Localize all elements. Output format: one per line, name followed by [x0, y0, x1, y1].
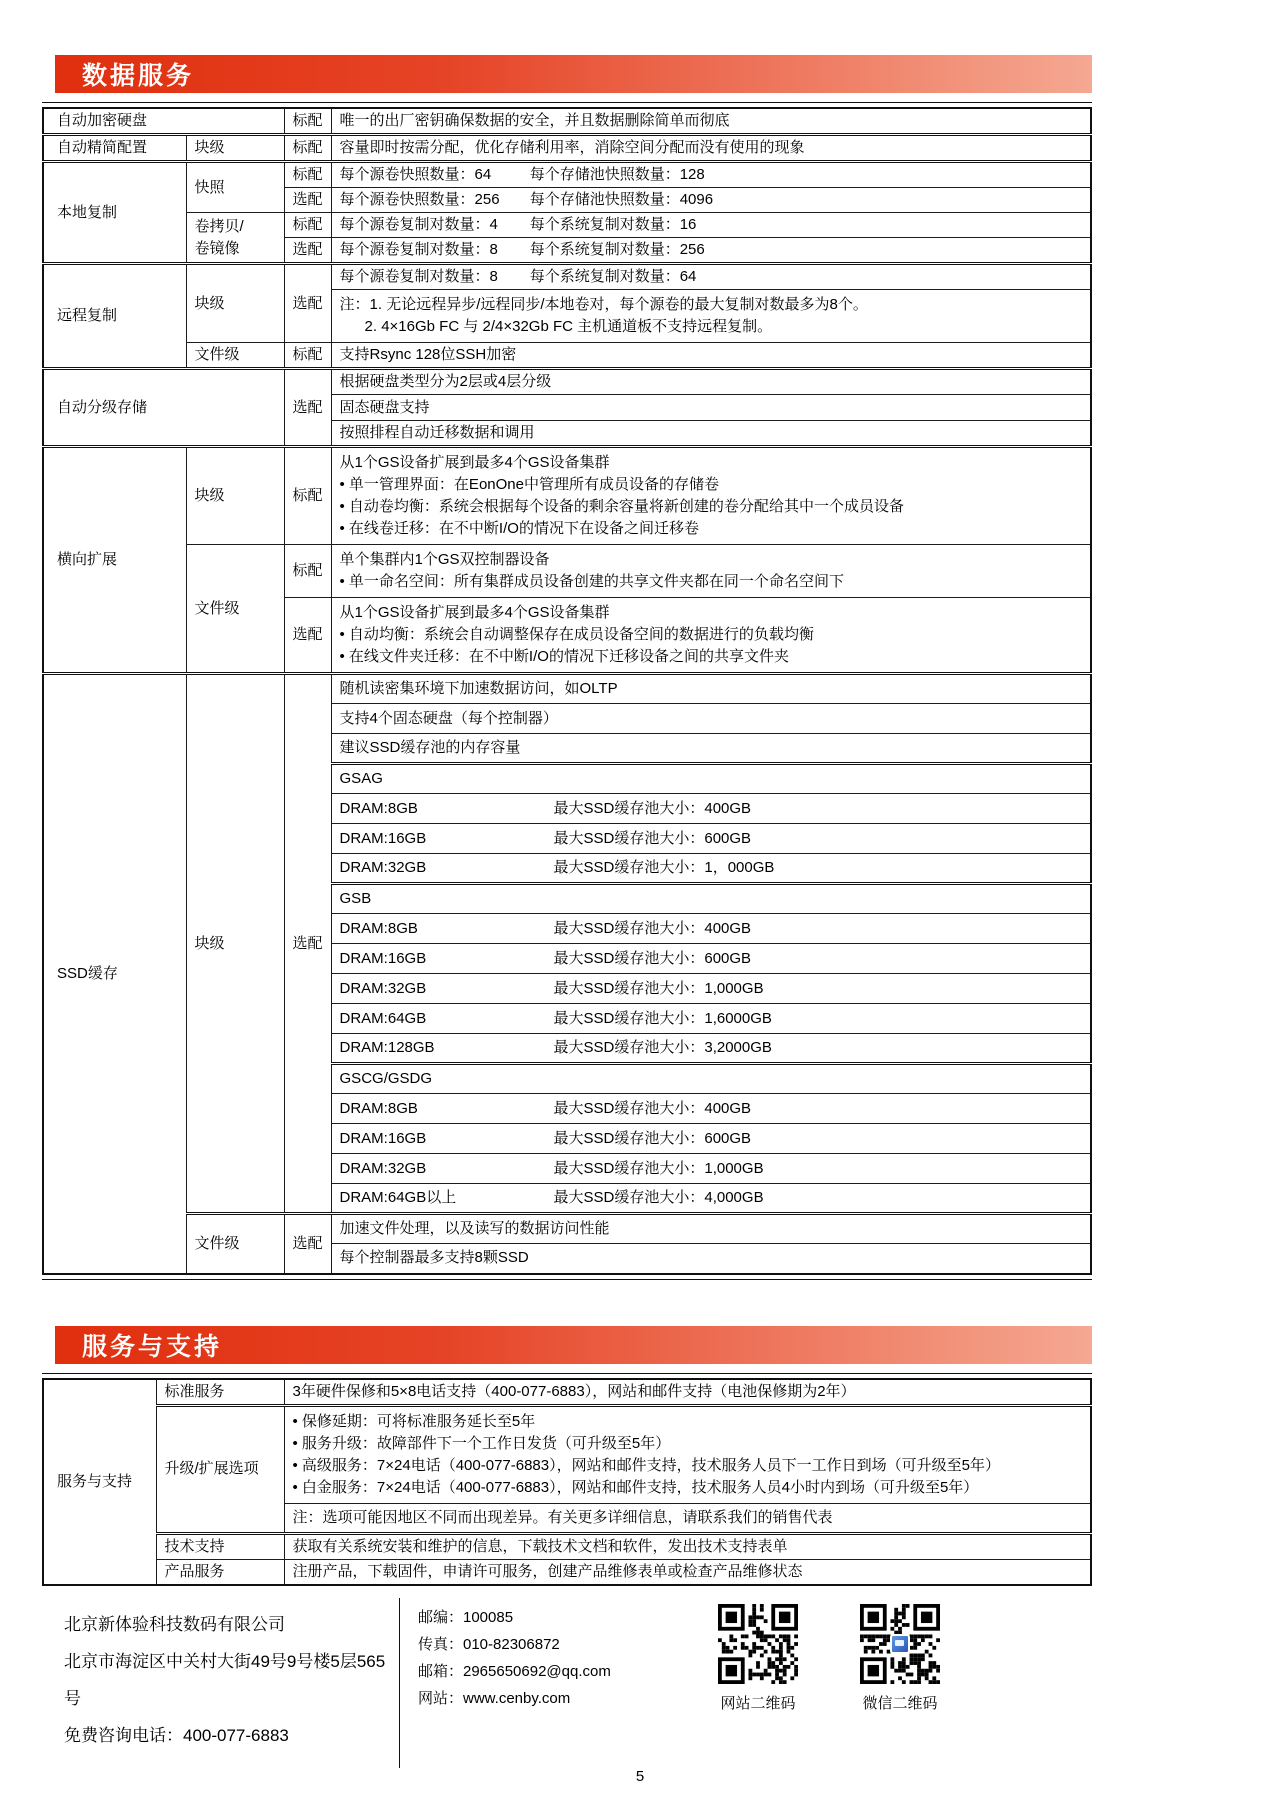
desc-line: • 在线文件夹迁移：在不中断I/O的情况下迁移设备之间的共享文件夹 — [339, 648, 789, 665]
config-tag: 标配 — [284, 162, 331, 188]
company-address: 北京市海淀区中关村大街49号9号楼5层565号 — [64, 1652, 386, 1708]
cache-size: 最大SSD缓存池大小：1,000GB — [553, 1159, 764, 1177]
spec-value: 每个系统复制对数量：256 — [529, 241, 705, 258]
level-cell: 块级 — [186, 135, 284, 162]
spec-desc: 加速文件处理，以及读写的数据访问性能 — [331, 1214, 1091, 1244]
dram-row — [331, 914, 1091, 944]
desc-line: • 自动卷均衡：系统会根据每个设备的剩余容量将新创建的卷分配给其中一个成员设备 — [339, 498, 904, 515]
dram-row — [331, 944, 1091, 974]
note-line: 注：1. 无论远程异步/远程同步/本地卷对，每个源卷的最大复制对数最多为8个。 — [339, 296, 868, 313]
desc-line: 从1个GS设备扩展到最多4个GS设备集群 — [339, 454, 610, 471]
dram-row — [331, 1184, 1091, 1214]
category-cell: 自动精简配置 — [43, 135, 186, 162]
spec-desc — [331, 264, 1091, 290]
spec-value: 每个存储池快照数量：4096 — [529, 191, 714, 208]
dram-row — [331, 1154, 1091, 1184]
category-cell: 横向扩展 — [43, 447, 186, 674]
contact-info — [400, 1598, 660, 1712]
cache-size: 最大SSD缓存池大小：1，000GB — [553, 859, 775, 876]
service-desc: 3年硬件保修和5×8电话支持（400-077-6883），网站和邮件支持（电池保修期为2年） — [284, 1379, 1091, 1406]
spec-desc — [331, 162, 1091, 188]
model-group-header: GSAG — [331, 764, 1091, 794]
dram-row — [331, 1124, 1091, 1154]
note-line: 2. 4×16Gb FC 与 2/4×32Gb FC 主机通道板不支持远程复制。 — [364, 318, 773, 335]
level-cell: 文件级 — [186, 1214, 284, 1274]
cache-size: 最大SSD缓存池大小：3,2000GB — [553, 1039, 772, 1056]
service-desc: 获取有关系统安装和维护的信息，下载技术文档和软件，发出技术支持表单 — [284, 1533, 1091, 1559]
data-services-table — [42, 107, 1092, 1275]
spec-value: 每个源卷复制对数量：4 — [339, 216, 498, 233]
model-group-header: GSCG/GSDG — [331, 1064, 1091, 1094]
fax-number: 传真：010-82306872 — [418, 1636, 560, 1653]
cache-size: 最大SSD缓存池大小：400GB — [553, 919, 752, 937]
desc-line: • 高级服务：7×24电话（400-077-6883），网站和邮件支持，技术服务人员下一工作日到场（可升级至5年） — [292, 1456, 1000, 1474]
dram-row — [331, 1094, 1091, 1124]
desc-line: • 白金服务：7×24电话（400-077-6883），网站和邮件支持，技术服务人员4小时内到场（可升级至5年） — [292, 1478, 979, 1496]
dram-size: DRAM:64GB以上 — [339, 1189, 457, 1206]
dram-size: DRAM:32GB — [339, 859, 427, 876]
service-label: 产品服务 — [156, 1559, 284, 1585]
level-cell — [186, 213, 284, 264]
config-tag: 选配 — [284, 264, 331, 343]
section-gap — [42, 1280, 1092, 1326]
dram-size: DRAM:32GB — [339, 979, 427, 997]
spec-desc: 每个控制器最多支持8颗SSD — [331, 1244, 1091, 1274]
dram-row — [331, 1004, 1091, 1034]
dram-size: DRAM:8GB — [339, 919, 418, 937]
data-services-banner-title: 数据服务 — [82, 62, 195, 90]
divider — [42, 102, 1092, 105]
spec-desc: 建议SSD缓存池的内存容量 — [331, 734, 1091, 764]
model-group-header: GSB — [331, 884, 1091, 914]
wechat-qr-caption: 微信二维码 — [862, 1695, 938, 1712]
service-support-table — [42, 1378, 1092, 1587]
website-qr-code — [718, 1604, 798, 1684]
cache-size: 最大SSD缓存池大小：4,000GB — [553, 1189, 764, 1206]
website-qr-caption: 网站二维码 — [720, 1695, 796, 1712]
cache-size: 最大SSD缓存池大小：1,6000GB — [553, 1009, 772, 1027]
desc-line: • 自动均衡：系统会自动调整保存在成员设备空间的数据进行的负载均衡 — [339, 626, 814, 643]
cache-size: 最大SSD缓存池大小：400GB — [553, 1099, 752, 1117]
cache-size: 最大SSD缓存池大小：600GB — [553, 829, 752, 847]
spec-value: 每个源卷复制对数量：8 — [339, 268, 498, 285]
email-address: 邮箱：2965650692@qq.com — [418, 1663, 611, 1680]
service-label: 升级/扩展选项 — [156, 1405, 284, 1533]
config-tag: 标配 — [284, 213, 331, 238]
page-content — [42, 55, 1092, 1768]
spec-desc — [331, 213, 1091, 238]
spec-desc — [331, 238, 1091, 264]
desc-line: • 保修延期：可将标准服务延长至5年 — [292, 1412, 536, 1430]
config-tag: 选配 — [284, 369, 331, 447]
spec-desc: 按照排程自动迁移数据和调用 — [331, 421, 1091, 447]
spec-note — [331, 290, 1091, 343]
divider — [42, 1373, 1092, 1376]
service-support-banner — [55, 1326, 1092, 1364]
website-qr-figure — [698, 1604, 818, 1713]
spec-value: 每个源卷快照数量：256 — [339, 191, 500, 208]
footer — [42, 1598, 1092, 1768]
spec-value: 每个系统复制对数量：16 — [529, 216, 697, 233]
config-tag: 选配 — [284, 1214, 331, 1274]
config-tag: 标配 — [284, 545, 331, 598]
spec-value: 每个源卷快照数量：64 — [339, 166, 492, 183]
spec-desc — [331, 188, 1091, 213]
category-cell: 自动分级存储 — [43, 369, 284, 447]
level-cell: 快照 — [186, 162, 284, 213]
category-cell: 服务与支持 — [43, 1379, 156, 1586]
spec-desc: 唯一的出厂密钥确保数据的安全，并且数据删除简单而彻底 — [331, 108, 1091, 135]
desc-line: • 单一管理界面：在EonOne中管理所有成员设备的存储卷 — [339, 476, 719, 493]
level-cell: 块级 — [186, 264, 284, 343]
cache-size: 最大SSD缓存池大小：1,000GB — [553, 979, 764, 997]
wechat-logo-icon — [890, 1634, 910, 1654]
spec-value: 每个系统复制对数量：64 — [529, 268, 697, 285]
cache-size: 最大SSD缓存池大小：400GB — [553, 799, 752, 817]
service-desc: 注册产品，下载固件，申请许可服务，创建产品维修表单或检查产品维修状态 — [284, 1559, 1091, 1585]
config-tag: 选配 — [284, 598, 331, 674]
config-tag: 选配 — [284, 674, 331, 1214]
spec-desc — [331, 545, 1091, 598]
spec-value: 每个存储池快照数量：128 — [529, 166, 705, 183]
spec-value: 每个源卷复制对数量：8 — [339, 241, 498, 258]
dram-size: DRAM:16GB — [339, 949, 427, 967]
postal-code: 邮编：100085 — [418, 1609, 514, 1626]
spec-desc: 支持4个固态硬盘（每个控制器） — [331, 704, 1091, 734]
level-cell: 文件级 — [186, 343, 284, 369]
desc-line: • 在线卷迁移：在不中断I/O的情况下在设备之间迁移卷 — [339, 520, 699, 537]
dram-row — [331, 974, 1091, 1004]
dram-size: DRAM:64GB — [339, 1009, 427, 1027]
desc-line: • 服务升级：故障部件下一个工作日发货（可升级至5年） — [292, 1434, 671, 1452]
config-tag: 标配 — [284, 135, 331, 162]
service-label: 技术支持 — [156, 1533, 284, 1559]
data-services-banner — [55, 55, 1092, 93]
dram-size: DRAM:16GB — [339, 829, 427, 847]
website-url: 网站：www.cenby.com — [418, 1690, 571, 1707]
cache-size: 最大SSD缓存池大小：600GB — [553, 949, 752, 967]
dram-row — [331, 1034, 1091, 1064]
category-cell: 本地复制 — [43, 162, 186, 264]
spec-desc — [331, 598, 1091, 674]
level-cell: 块级 — [186, 674, 284, 1214]
config-tag: 标配 — [284, 108, 331, 135]
spec-desc: 容量即时按需分配，优化存储利用率，消除空间分配而没有使用的现象 — [331, 135, 1091, 162]
config-tag: 选配 — [284, 188, 331, 213]
company-info — [42, 1598, 400, 1768]
qr-codes — [698, 1598, 982, 1713]
config-tag: 标配 — [284, 447, 331, 545]
level-cell: 文件级 — [186, 545, 284, 674]
service-support-banner-title: 服务与支持 — [82, 1332, 223, 1361]
dram-size: DRAM:16GB — [339, 1129, 427, 1147]
spec-desc: 支持Rsync 128位SSH加密 — [331, 343, 1091, 369]
service-desc — [284, 1405, 1091, 1503]
level-line: 卷拷贝/ — [194, 217, 244, 235]
dram-row — [331, 824, 1091, 854]
category-cell: 自动加密硬盘 — [43, 108, 284, 135]
spec-desc: 随机读密集环境下加速数据访问，如OLTP — [331, 674, 1091, 704]
desc-line: 单个集群内1个GS双控制器设备 — [339, 551, 550, 568]
dram-row — [331, 794, 1091, 824]
company-phone: 免费咨询电话：400-077-6883 — [64, 1726, 289, 1745]
spec-desc: 根据硬盘类型分为2层或4层分级 — [331, 369, 1091, 395]
category-cell: SSD缓存 — [43, 674, 186, 1274]
desc-line: • 单一命名空间：所有集群成员设备创建的共享文件夹都在同一个命名空间下 — [339, 573, 844, 590]
service-label: 标准服务 — [156, 1379, 284, 1406]
dram-size: DRAM:8GB — [339, 799, 418, 817]
spec-desc — [331, 447, 1091, 545]
wechat-qr-figure — [840, 1604, 960, 1713]
config-tag: 选配 — [284, 238, 331, 264]
dram-row — [331, 854, 1091, 884]
category-cell: 远程复制 — [43, 264, 186, 369]
cache-size: 最大SSD缓存池大小：600GB — [553, 1129, 752, 1147]
page-number: 5 — [635, 1768, 645, 1785]
service-note: 注：选项可能因地区不同而出现差异。有关更多详细信息，请联系我们的销售代表 — [284, 1503, 1091, 1533]
level-line: 卷镜像 — [194, 239, 240, 257]
spec-desc: 固态硬盘支持 — [331, 395, 1091, 421]
dram-size: DRAM:32GB — [339, 1159, 427, 1177]
company-name: 北京新体验科技数码有限公司 — [64, 1615, 285, 1634]
config-tag: 标配 — [284, 343, 331, 369]
level-cell: 块级 — [186, 447, 284, 545]
desc-line: 从1个GS设备扩展到最多4个GS设备集群 — [339, 604, 610, 621]
dram-size: DRAM:8GB — [339, 1099, 418, 1117]
dram-size: DRAM:128GB — [339, 1039, 435, 1056]
